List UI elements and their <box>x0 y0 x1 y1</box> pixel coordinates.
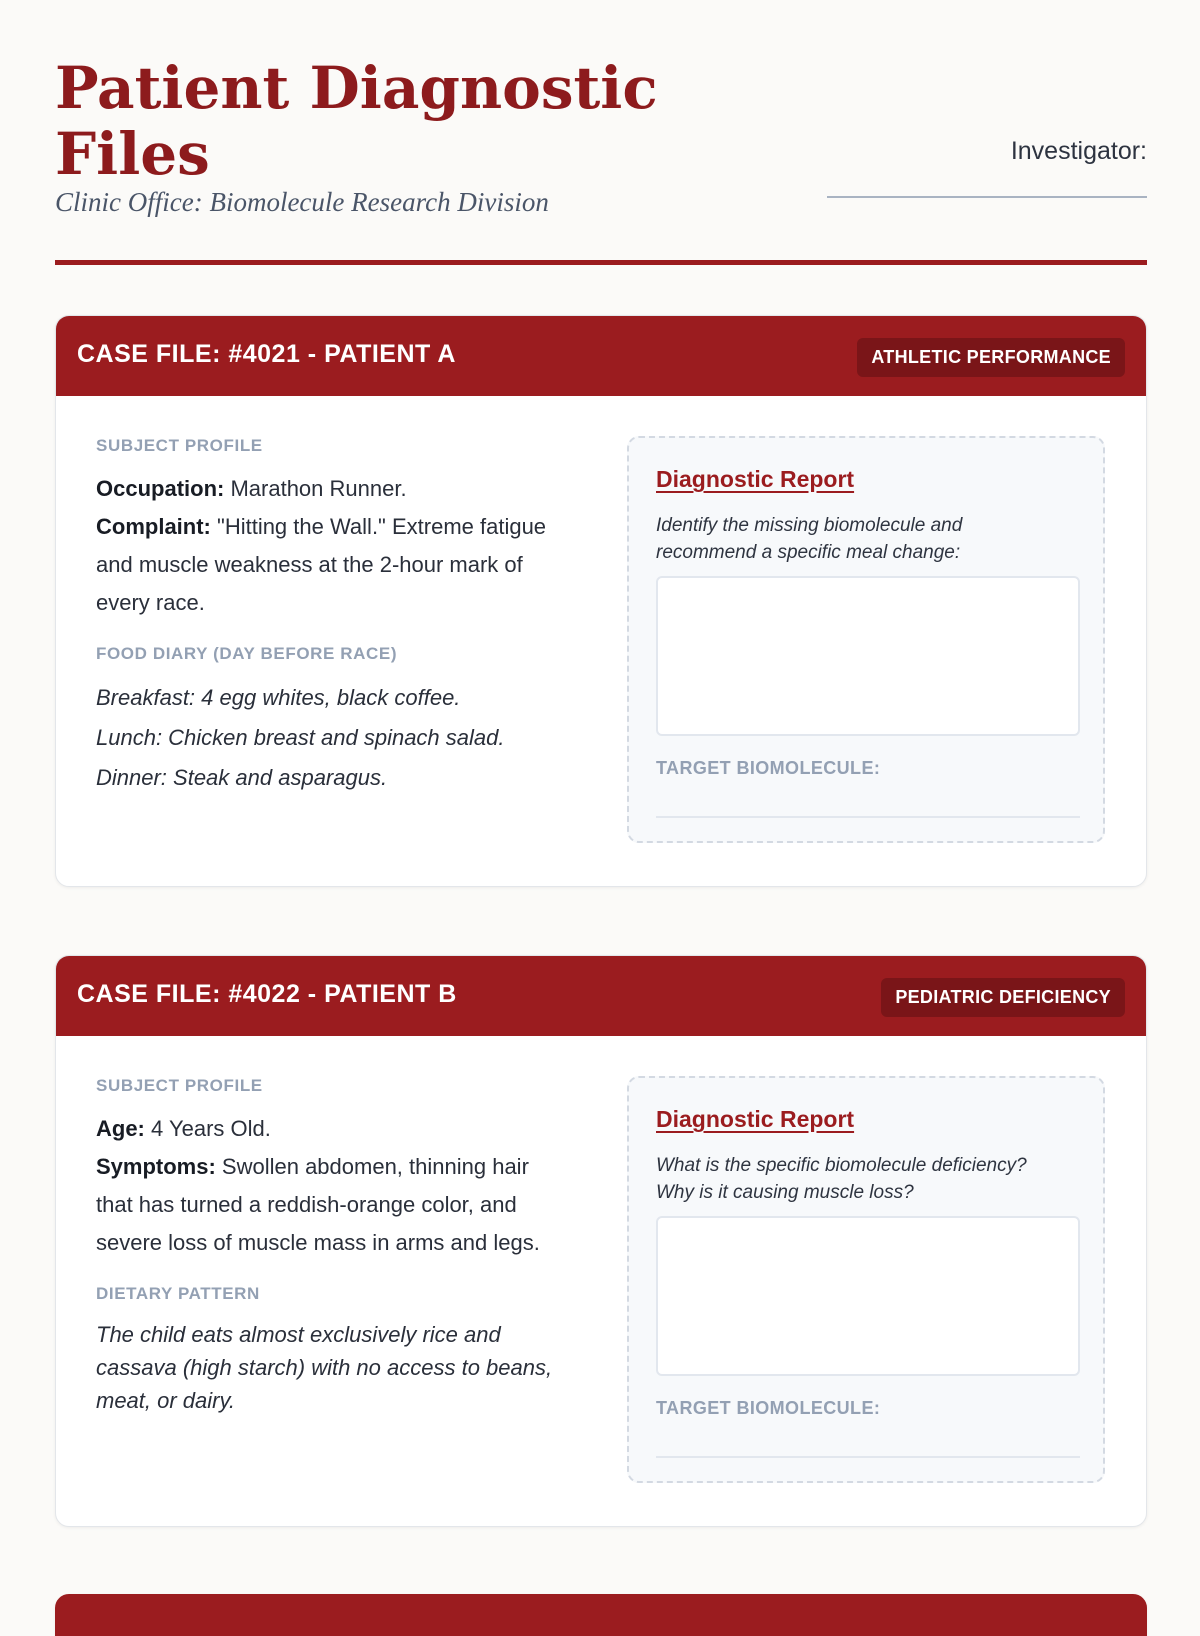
report-prompt: What is the specific biomolecule deficiency? Why is it causing muscle loss? <box>656 1155 1027 1203</box>
case-card-4022 <box>55 955 1147 1527</box>
case-details <box>96 1076 571 1417</box>
case-card-header <box>56 956 1146 1036</box>
diagnostic-report-panel <box>627 1076 1105 1483</box>
target-biomolecule-input-line[interactable] <box>656 816 1080 818</box>
complaint-value: "Hitting the Wall." Extreme fatigue and muscle weakness at the 2-hour mark of every race. <box>96 514 547 615</box>
investigator-label: Investigator: <box>1010 137 1147 165</box>
category-badge: ATHLETIC PERFORMANCE <box>857 338 1125 377</box>
case-title: CASE FILE: #4022 - PATIENT B <box>77 980 457 1008</box>
page-header <box>55 55 1147 265</box>
page-title: Patient Diagnostic Files <box>55 54 658 188</box>
diagnostic-report-title: Diagnostic Report <box>656 1106 855 1132</box>
age-value: 4 Years Old. <box>144 1116 271 1141</box>
investigator-field <box>827 137 1147 198</box>
target-biomolecule-input-line[interactable] <box>656 1456 1080 1458</box>
subject-profile-label: SUBJECT PROFILE <box>96 436 263 455</box>
answer-textbox[interactable] <box>656 1216 1080 1376</box>
answer-textbox[interactable] <box>656 576 1080 736</box>
case-card-4021 <box>55 315 1147 887</box>
page-subtitle: Clinic Office: Biomolecule Research Division <box>55 187 549 217</box>
diagnostic-report-panel <box>627 436 1105 843</box>
dietary-pattern-label: DIETARY PATTERN <box>96 1284 260 1303</box>
case-card-header <box>56 316 1146 396</box>
complaint-field <box>96 508 571 622</box>
dietary-pattern-text: The child eats almost exclusively rice and cassava (high starch) with no access to beans, meat, or dairy. <box>96 1322 553 1413</box>
occupation-label: Occupation: <box>96 476 225 501</box>
age-label: Age: <box>96 1116 145 1141</box>
diary-lunch: Lunch: Chicken breast and spinach salad. <box>96 725 505 750</box>
case-card-next-partial <box>55 1594 1147 1636</box>
symptoms-value: Swollen abdomen, thinning hair that has turned a reddish-orange color, and severe loss of muscle mass in arms and legs. <box>96 1154 540 1255</box>
diary-dinner: Dinner: Steak and asparagus. <box>96 765 388 790</box>
occupation-value: Marathon Runner. <box>224 476 407 501</box>
symptoms-field <box>96 1148 571 1262</box>
diary-breakfast: Breakfast: 4 egg whites, black coffee. <box>96 685 461 710</box>
target-biomolecule-label: TARGET BIOMOLECULE: <box>656 758 881 778</box>
investigator-input-line[interactable] <box>827 196 1147 198</box>
complaint-label: Complaint: <box>96 514 211 539</box>
report-prompt: Identify the missing biomolecule and recommend a specific meal change: <box>656 515 963 563</box>
case-details <box>96 436 571 798</box>
target-biomolecule-label: TARGET BIOMOLECULE: <box>656 1398 881 1418</box>
case-title: CASE FILE: #4021 - PATIENT A <box>77 340 456 368</box>
symptoms-label: Symptoms: <box>96 1154 216 1179</box>
subject-profile-label: SUBJECT PROFILE <box>96 1076 263 1095</box>
food-diary-label: FOOD DIARY (DAY BEFORE RACE) <box>96 644 398 663</box>
category-badge: PEDIATRIC DEFICIENCY <box>881 978 1125 1017</box>
diagnostic-report-title: Diagnostic Report <box>656 466 855 492</box>
occupation-field <box>96 470 571 508</box>
age-field <box>96 1110 571 1148</box>
